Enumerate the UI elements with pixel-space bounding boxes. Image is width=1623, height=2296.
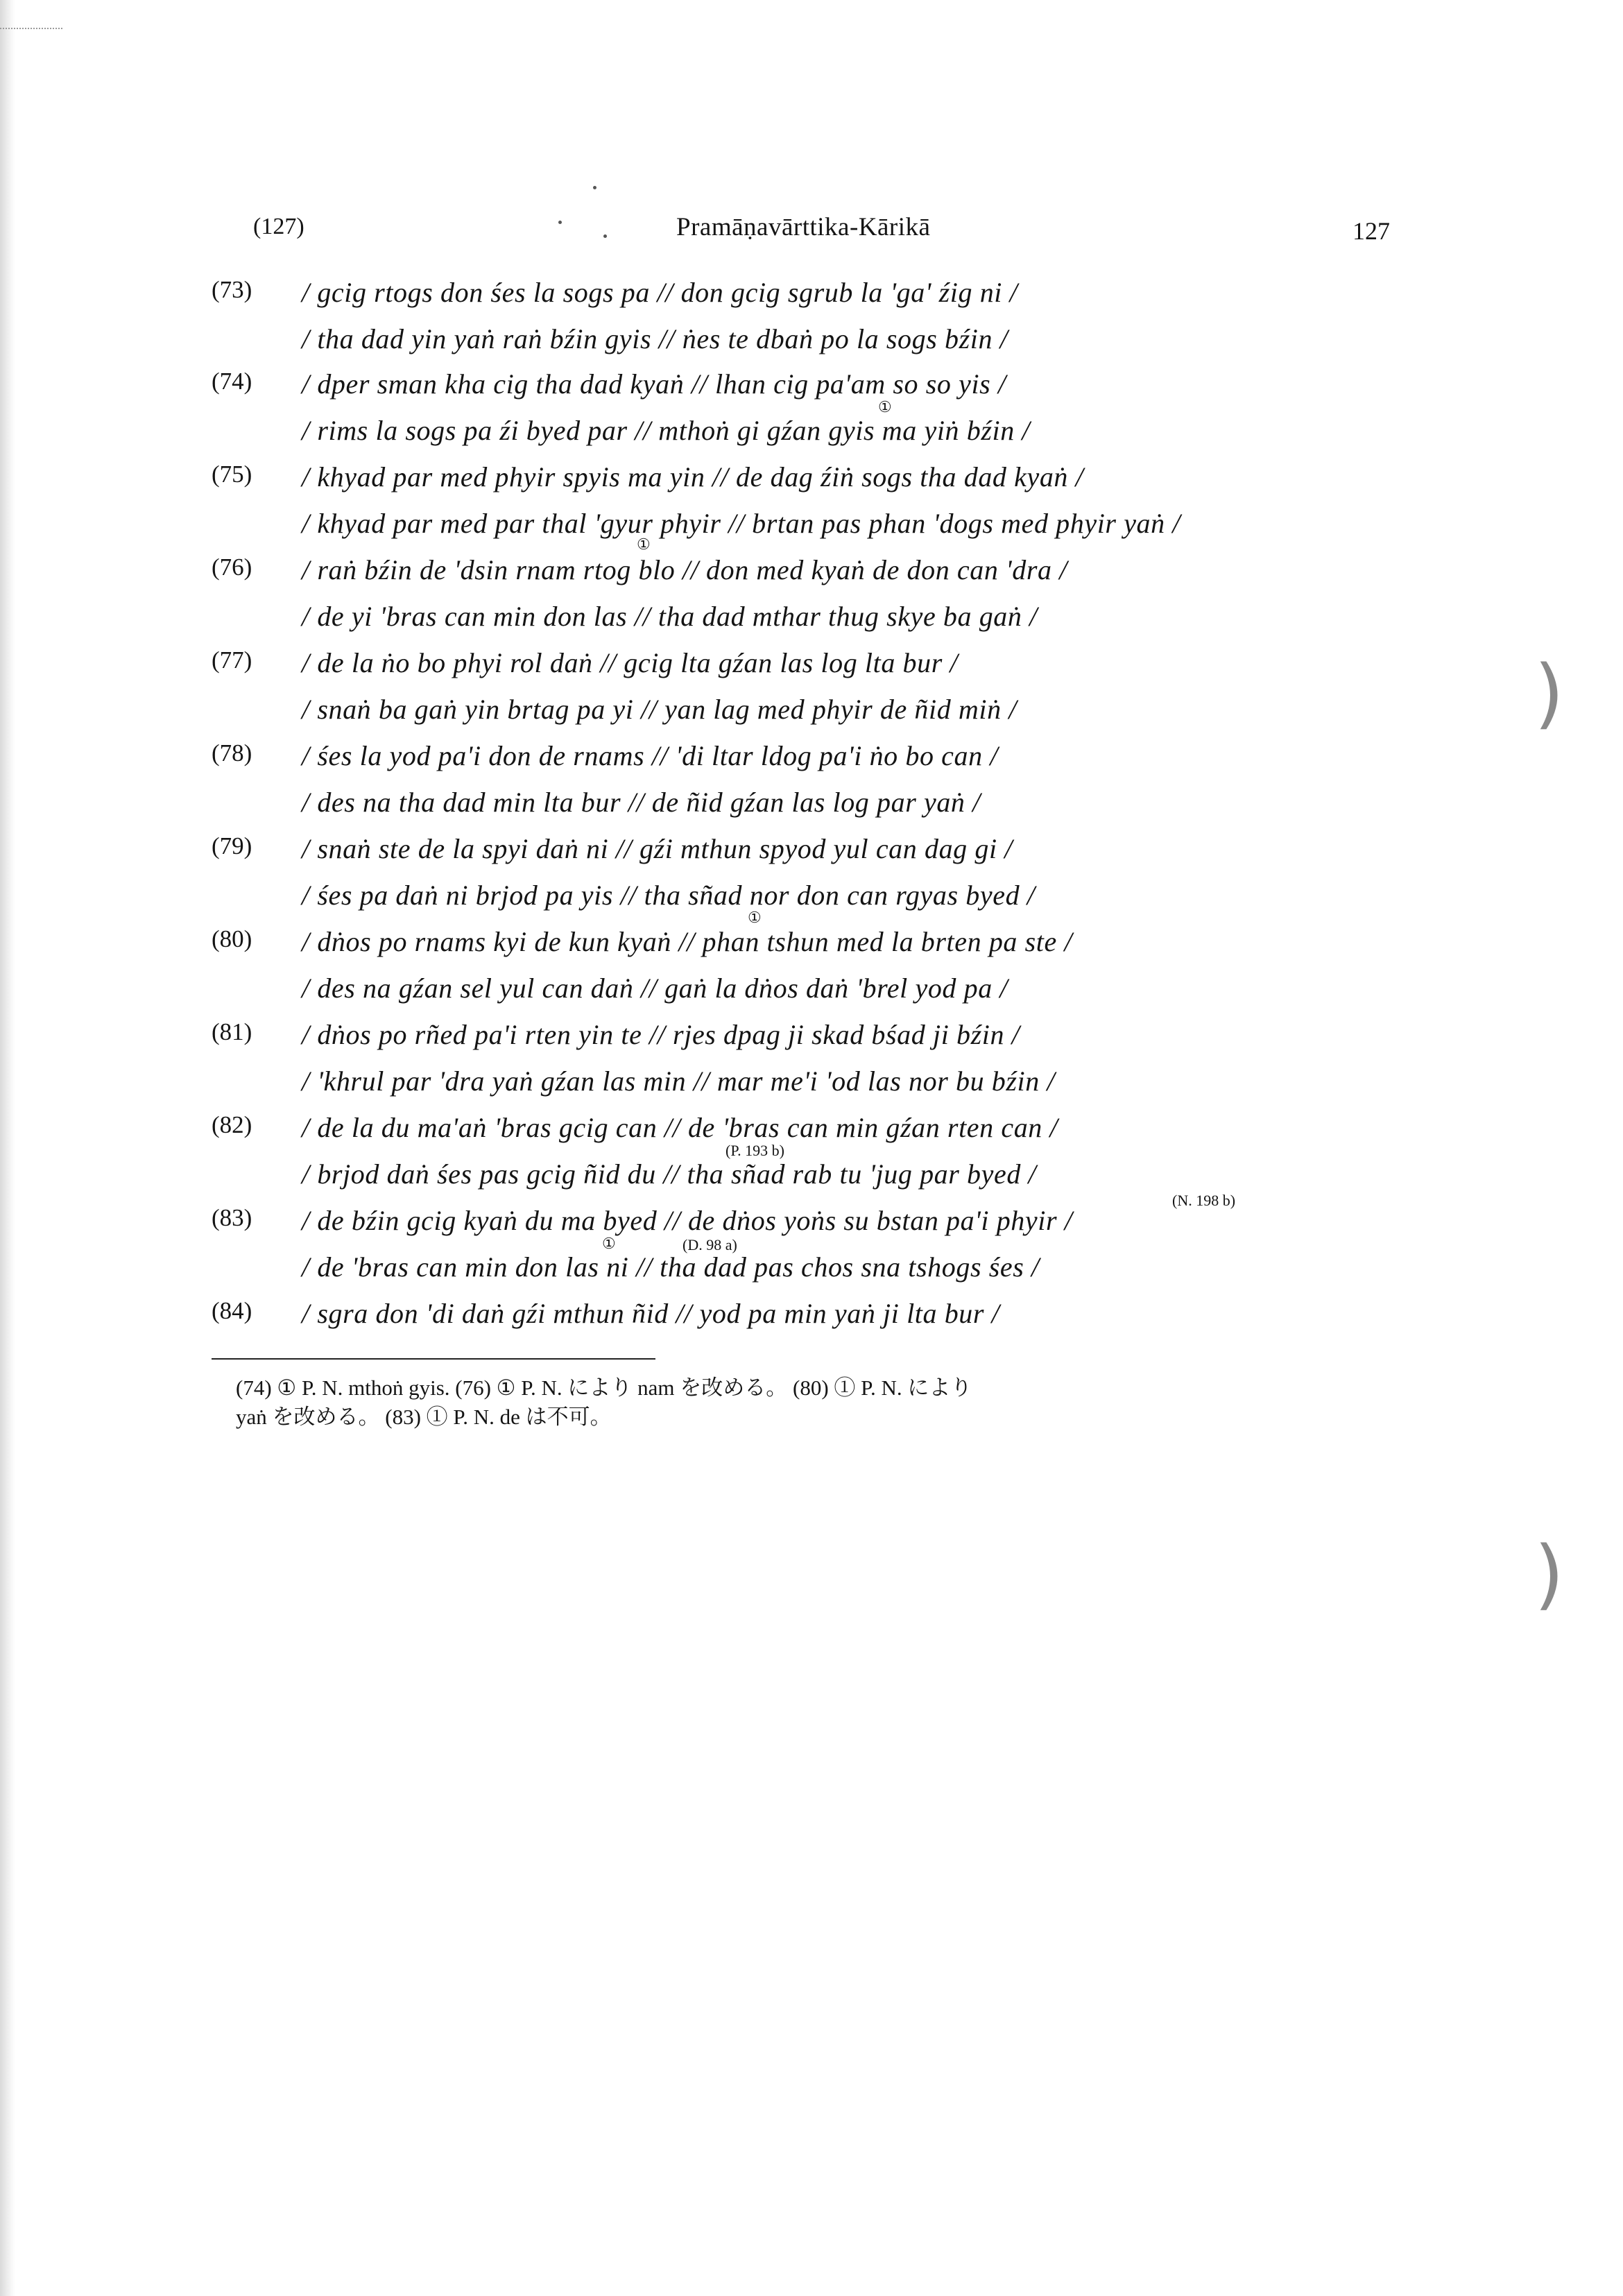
footnote-line: yaṅ を改める。 (83) ① P. N. de は不可。 bbox=[236, 1405, 612, 1429]
header-section-number: (127) bbox=[253, 214, 304, 239]
running-title: Pramāṇavārttika-Kārikā bbox=[676, 213, 931, 241]
verse-block bbox=[0, 554, 1623, 651]
verse-number: (76) bbox=[212, 554, 252, 581]
scan-edge-artifact bbox=[0, 28, 62, 47]
footnote-marker: ① bbox=[748, 909, 762, 926]
verse-line: / rims la sogs pa źi byed par // mthoṅ gi gźan gyis ma yiṅ bźin / bbox=[302, 415, 1031, 446]
verse-line: / des na tha dad min lta bur // de ñid gźan las log par yaṅ / bbox=[302, 787, 981, 818]
verse-line: / sgra don 'di daṅ gźi mthun ñid // yod pa min yaṅ ji lta bur / bbox=[302, 1298, 1000, 1329]
verse-number: (80) bbox=[212, 925, 252, 952]
manuscript-folio-marker: (D. 98 a) bbox=[682, 1236, 737, 1253]
verse-block bbox=[0, 925, 1623, 1022]
verse-line: / dper sman kha cig tha dad kyaṅ // lhan cig pa'am so so yis / bbox=[302, 368, 1006, 400]
footnote-marker: ① bbox=[602, 1235, 616, 1252]
verse-number: (73) bbox=[212, 276, 252, 303]
verse-line: / de la du ma'aṅ 'bras gcig can // de 'bras can min gźan rten can / bbox=[302, 1112, 1058, 1143]
verse-block bbox=[0, 276, 1623, 373]
verse-line: / gcig rtogs don śes la sogs pa // don gcig sgrub la 'ga' źig ni / bbox=[302, 277, 1018, 308]
binding-mark: ) bbox=[1534, 649, 1564, 737]
verse-number: (78) bbox=[212, 739, 252, 766]
verse-block bbox=[0, 461, 1623, 558]
footnotes bbox=[236, 1373, 1415, 1432]
verse-line: / raṅ bźin de 'dsin rnam rtog blo // don med kyaṅ de don can 'dra / bbox=[302, 554, 1067, 585]
verse-line: / brjod daṅ śes pas gcig ñid du // tha sñad rab tu 'jug par byed / bbox=[302, 1158, 1037, 1190]
page-header bbox=[0, 208, 1623, 250]
verse-line: / śes la yod pa'i don de rnams // 'di ltar ldog pa'i ṅo bo can / bbox=[302, 740, 999, 771]
verse-line: / de la ṅo bo phyi rol daṅ // gcig lta gźan las log lta bur / bbox=[302, 647, 959, 678]
verse-number: (84) bbox=[212, 1297, 252, 1324]
verse-number: (74) bbox=[212, 368, 252, 395]
verse-number: (82) bbox=[212, 1111, 252, 1138]
scan-speck bbox=[593, 186, 596, 189]
verse-line: / snaṅ ba gaṅ yin brtag pa yi // yan lag med phyir de ñid miṅ / bbox=[302, 694, 1017, 725]
verse-block bbox=[0, 739, 1623, 837]
footnote-marker: ① bbox=[878, 398, 892, 415]
manuscript-folio-marker: (N. 198 b) bbox=[1172, 1192, 1236, 1209]
scan-speck bbox=[558, 221, 562, 224]
verse-number: (81) bbox=[212, 1018, 252, 1045]
verse-number: (75) bbox=[212, 461, 252, 488]
verse-block bbox=[0, 1204, 1623, 1301]
verse-block bbox=[0, 646, 1623, 744]
verse-line: / tha dad yin yaṅ raṅ bźin gyis // ṅes te dbaṅ po la sogs bźin / bbox=[302, 323, 1008, 354]
verse-line: / de yi 'bras can min don las // tha dad mthar thug skye ba gaṅ / bbox=[302, 601, 1038, 632]
verse-line: / śes pa daṅ ni brjod pa yis // tha sñad nor don can rgyas byed / bbox=[302, 880, 1036, 911]
manuscript-folio-marker: (P. 193 b) bbox=[725, 1142, 784, 1159]
footnote-marker: ① bbox=[637, 536, 651, 553]
verse-line: / snaṅ ste de la spyi daṅ ni // gźi mthun spyod yul can dag gi / bbox=[302, 833, 1013, 864]
footnote-rule bbox=[212, 1358, 655, 1360]
verse-line: / 'khrul par 'dra yaṅ gźan las min // mar me'i 'od las nor bu bźin / bbox=[302, 1065, 1056, 1097]
verse-line: / des na gźan sel yul can daṅ // gaṅ la dṅos daṅ 'brel yod pa / bbox=[302, 973, 1008, 1004]
verse-line: / khyad par med phyir spyis ma yin // de dag źiṅ sogs tha dad kyaṅ / bbox=[302, 461, 1084, 492]
verse-block bbox=[0, 1018, 1623, 1115]
verse-line: / de bźin gcig kyaṅ du ma byed // de dṅos yoṅs su bstan pa'i phyir / bbox=[302, 1205, 1073, 1236]
verse-line: / de 'bras can min don las ni // tha dad pas chos sna tshogs śes / bbox=[302, 1251, 1040, 1283]
verse-block bbox=[0, 832, 1623, 929]
verse-line: / dṅos po rnams kyi de kun kyaṅ // phan tshun med la brten pa ste / bbox=[302, 926, 1073, 957]
verse-number: (83) bbox=[212, 1204, 252, 1231]
scan-speck bbox=[603, 234, 607, 238]
page-number: 127 bbox=[1352, 217, 1390, 245]
binding-mark: ) bbox=[1534, 1530, 1564, 1618]
verse-block bbox=[0, 368, 1623, 465]
verse-number: (79) bbox=[212, 832, 252, 859]
verse-line: / dṅos po rñed pa'i rten yin te // rjes dpag ji skad bśad ji bźin / bbox=[302, 1019, 1020, 1050]
verse-number: (77) bbox=[212, 646, 252, 674]
footnote-line: (74) ① P. N. mthoṅ gyis. (76) ① P. N. により nam を改める。 (80) ① P. N. により bbox=[236, 1376, 972, 1400]
verse-block bbox=[0, 1111, 1623, 1208]
verse-line: / khyad par med par thal 'gyur phyir // brtan pas phan 'dogs med phyir yaṅ / bbox=[302, 508, 1181, 539]
